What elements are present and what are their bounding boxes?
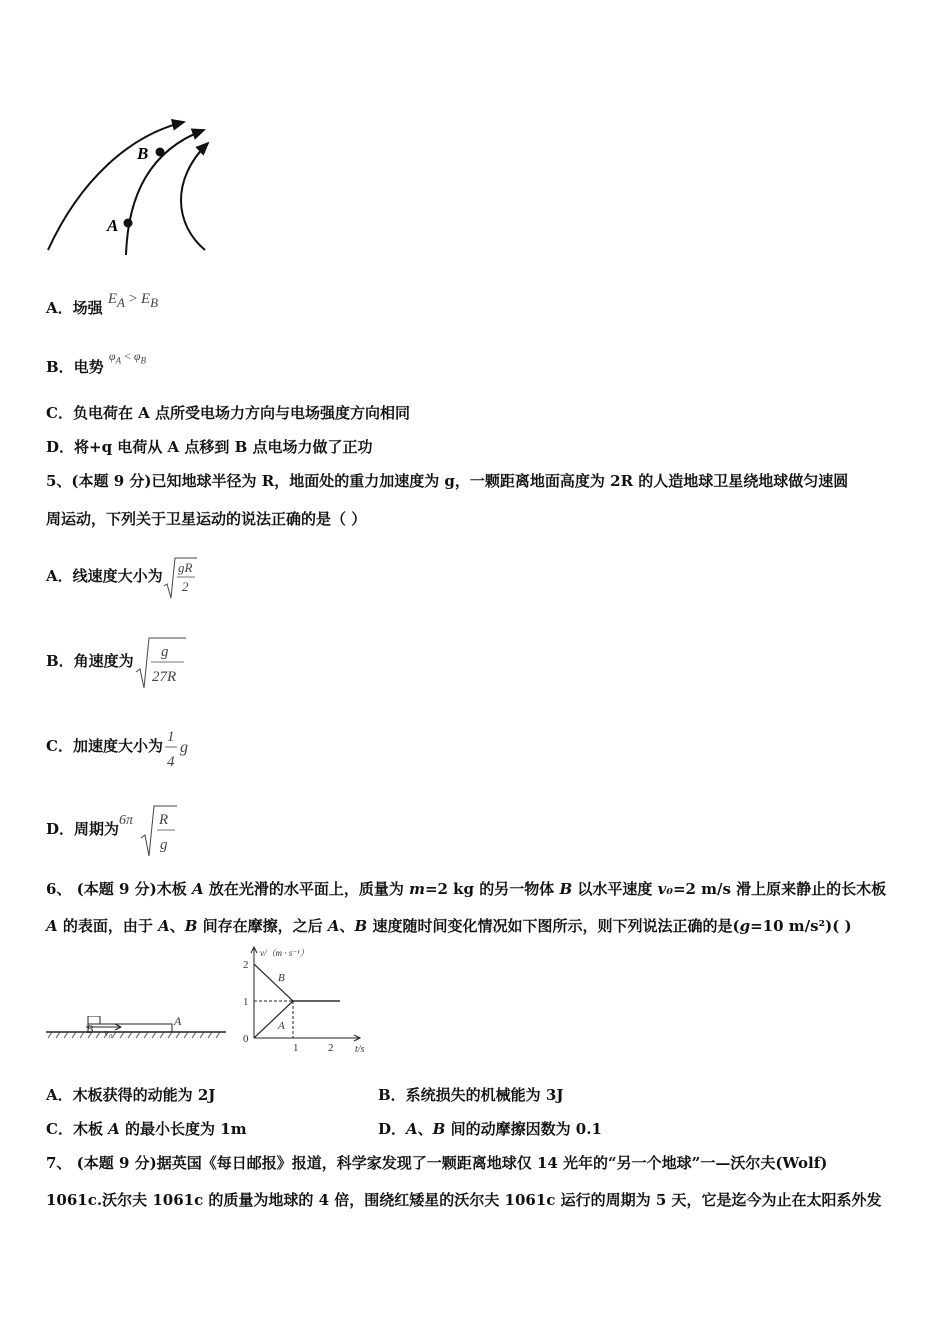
board-label-b: B [86,1022,94,1036]
formula-6pi-sqrt-r-over-g [119,795,179,865]
q6-option-d: D．A、B 间的动摩擦因数为 0.1 [378,1120,602,1138]
label-a: A [107,216,119,235]
q5-stem-line2: 周运动，下列关于卫星运动的说法正确的是（ ） [46,510,367,528]
q5-option-c: C．加速度大小为 1 4 g [46,710,193,760]
y-tick-2: 2 [243,959,249,971]
q6-option-c: C．木板 A 的最小长度为 1m [46,1120,247,1138]
q4-option-b: B．电势 $^{\varphi_A < \varphi_B}$ [46,349,146,376]
x-axis-label: t/s [355,1044,365,1055]
formula-sqrt-g-over-27r [134,628,188,696]
q7-stem-line2: 1061c.沃尔夫 1061c 的质量为地球的 4 倍，围绕红矮星的沃尔夫 1061c 运行的周期为 5 天，它是迄今为止在太阳系外发 [46,1191,882,1209]
q7-stem-line1: 7、 (本题 9 分)据英国《每日邮报》报道，科学家发现了一颗距离地球仅 14 光年的“另一个地球”一—沃尔夫(Wolf) [46,1154,828,1172]
svg-text:1: 1 [166,728,175,745]
series-line-b [254,964,340,1001]
q6-option-b: B．系统损失的机械能为 3J [378,1086,564,1104]
formula-ea-gt-eb: $E_A > E_B$ [107,291,159,310]
svg-text:g: g [179,738,188,756]
series-line-a [254,1001,340,1038]
q6-stem-line2: A 的表面，由于 A、B 间存在摩擦，之后 A、B 速度随时间变化情况如下图所示，则下列说法正确的是(g=10 m/s²)( ) [46,917,852,935]
board-figure [40,1016,240,1044]
y-axis-label: v/（m · s⁻¹） [260,948,309,958]
svg-text:g: g [160,643,169,660]
formula-phia-lt-phib: φA < φB [108,349,146,366]
q4-option-d: D．将+q 电荷从 A 点移到 B 点电场力做了正功 [46,438,373,456]
svg-text:gR: gR [177,559,193,575]
electric-field-figure [40,110,220,260]
field-line-inner [181,143,208,250]
point-b [156,148,165,157]
x-tick-2: 2 [328,1042,334,1054]
label-b: B [137,144,149,163]
svg-text:6π: 6π [119,812,134,828]
q4-option-a: A．场强 $E_A > E_B$ [46,291,159,317]
formula-quarter-g [163,711,193,783]
board-label-a: A [174,1014,182,1028]
q6-stem-line1: 6、 (本题 9 分)木板 A 放在光滑的水平面上，质量为 m=2 kg 的另一物体 B 以水平速度 v₀=2 m/s 滑上原来静止的长木板 [46,880,887,898]
q5-option-a: A．线速度大小为 gR 2 [46,548,197,592]
q5-stem-line1: 5、(本题 9 分)已知地球半径为 R，地面处的重力加速度为 g，一颗距离地面高度为 2R 的人造地球卫星绕地球做匀速圆 [46,472,849,490]
svg-text:R: R [159,811,169,828]
series-b-label: B [278,972,285,984]
q5-option-d: D．周期为 6π R g [46,794,179,848]
origin-label: 0 [243,1033,249,1045]
svg-text:g: g [160,836,168,853]
point-a [124,219,133,228]
formula-sqrt-gr-over-2 [163,549,197,605]
series-a-label: A [278,1020,285,1032]
q6-option-a: A．木板获得的动能为 2J [46,1086,216,1104]
x-tick-1: 1 [293,1042,299,1054]
board-label-v0: v₀ [104,1027,113,1039]
q5-option-b: B．角速度为 g 27R [46,627,188,681]
svg-text:2: 2 [181,578,189,594]
y-tick-1: 1 [243,996,249,1008]
svg-text:4: 4 [166,753,175,770]
svg-text:27R: 27R [151,668,176,685]
q4-option-c: C．负电荷在 A 点所受电场力方向与电场强度方向相同 [46,404,411,422]
velocity-time-chart [236,944,376,1058]
